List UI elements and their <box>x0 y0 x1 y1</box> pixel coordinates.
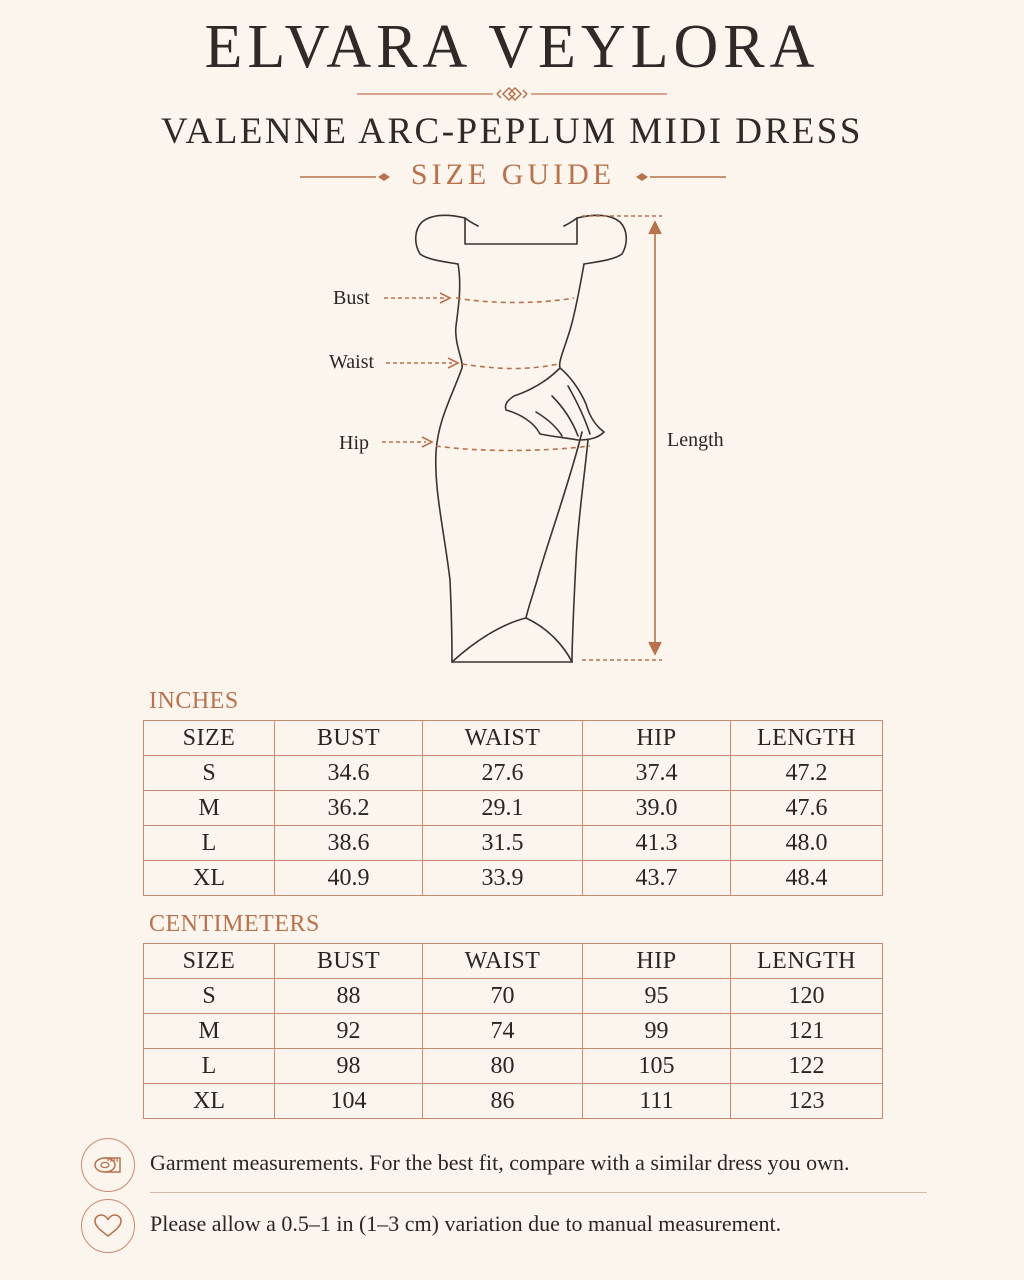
table-cell: 31.5 <box>423 826 583 861</box>
note-text: Garment measurements. For the best fit, compare with a similar dress you own. <box>150 1150 850 1175</box>
table-row <box>144 826 883 861</box>
table-cell: 33.9 <box>423 861 583 896</box>
size-guide-title: SIZE GUIDE <box>410 158 616 191</box>
header-cell: BUST <box>275 944 423 979</box>
header-cell: WAIST <box>423 721 583 756</box>
measuring-tape-icon <box>81 1138 135 1192</box>
table-cell: 27.6 <box>423 756 583 791</box>
table-cell: 48.4 <box>731 861 883 896</box>
note-text: Please allow a 0.5–1 in (1–3 cm) variation due to manual measurement. <box>150 1211 782 1236</box>
table-cell: 43.7 <box>583 861 731 896</box>
length-label: Length <box>667 429 724 451</box>
header-cell: HIP <box>583 721 731 756</box>
table-cell: 41.3 <box>583 826 731 861</box>
inches-title: INCHES <box>149 688 239 714</box>
divider-ornament <box>357 80 667 108</box>
table-cell: 29.1 <box>423 791 583 826</box>
table-row <box>144 1049 883 1084</box>
note-garment-measurements <box>81 1138 941 1198</box>
bust-label: Bust <box>333 287 370 309</box>
brand-name: ELVARA VEYLORA <box>204 13 820 81</box>
table-cell: 47.6 <box>731 791 883 826</box>
header-cell: LENGTH <box>731 944 883 979</box>
table-cell: 47.2 <box>731 756 883 791</box>
table-cell: 70 <box>423 979 583 1014</box>
notes-divider <box>150 1192 927 1193</box>
table-row <box>144 791 883 826</box>
table-cell: 80 <box>423 1049 583 1084</box>
header-cell: BUST <box>275 721 423 756</box>
hip-label: Hip <box>339 432 369 454</box>
table-cell: L <box>144 1049 275 1084</box>
table-row <box>144 861 883 896</box>
table-cell: 121 <box>731 1014 883 1049</box>
table-cell: 120 <box>731 979 883 1014</box>
dress-measurement-diagram <box>0 200 1024 680</box>
table-header-row <box>144 944 883 979</box>
product-title: VALENNE ARC-PEPLUM MIDI DRESS <box>161 111 863 152</box>
table-row <box>144 979 883 1014</box>
table-cell: 37.4 <box>583 756 731 791</box>
table-cell: S <box>144 756 275 791</box>
table-cell: 38.6 <box>275 826 423 861</box>
table-cell: 123 <box>731 1084 883 1119</box>
table-cell: 36.2 <box>275 791 423 826</box>
inches-table <box>143 720 883 896</box>
table-cell: M <box>144 791 275 826</box>
heart-icon <box>81 1199 135 1253</box>
table-cell: 95 <box>583 979 731 1014</box>
header-cell: SIZE <box>144 944 275 979</box>
table-cell: XL <box>144 1084 275 1119</box>
table-row <box>144 1014 883 1049</box>
header-cell: WAIST <box>423 944 583 979</box>
table-cell: 74 <box>423 1014 583 1049</box>
table-cell: 104 <box>275 1084 423 1119</box>
table-cell: M <box>144 1014 275 1049</box>
table-cell: S <box>144 979 275 1014</box>
table-cell: L <box>144 826 275 861</box>
header-cell: SIZE <box>144 721 275 756</box>
table-cell: 92 <box>275 1014 423 1049</box>
dress-outline <box>416 215 627 662</box>
table-cell: 40.9 <box>275 861 423 896</box>
table-cell: 88 <box>275 979 423 1014</box>
header-cell: LENGTH <box>731 721 883 756</box>
table-cell: 111 <box>583 1084 731 1119</box>
table-cell: 39.0 <box>583 791 731 826</box>
waist-label: Waist <box>329 351 375 373</box>
label-arrows <box>382 293 458 447</box>
table-cell: 34.6 <box>275 756 423 791</box>
table-row <box>144 1084 883 1119</box>
table-cell: 122 <box>731 1049 883 1084</box>
note-variation <box>81 1199 941 1259</box>
table-cell: 48.0 <box>731 826 883 861</box>
centimeters-table <box>143 943 883 1119</box>
header-cell: HIP <box>583 944 731 979</box>
table-cell: XL <box>144 861 275 896</box>
table-cell: 98 <box>275 1049 423 1084</box>
table-header-row <box>144 721 883 756</box>
table-cell: 86 <box>423 1084 583 1119</box>
centimeters-title: CENTIMETERS <box>149 911 320 937</box>
table-cell: 99 <box>583 1014 731 1049</box>
table-row <box>144 756 883 791</box>
table-cell: 105 <box>583 1049 731 1084</box>
size-guide-heading <box>300 158 726 198</box>
